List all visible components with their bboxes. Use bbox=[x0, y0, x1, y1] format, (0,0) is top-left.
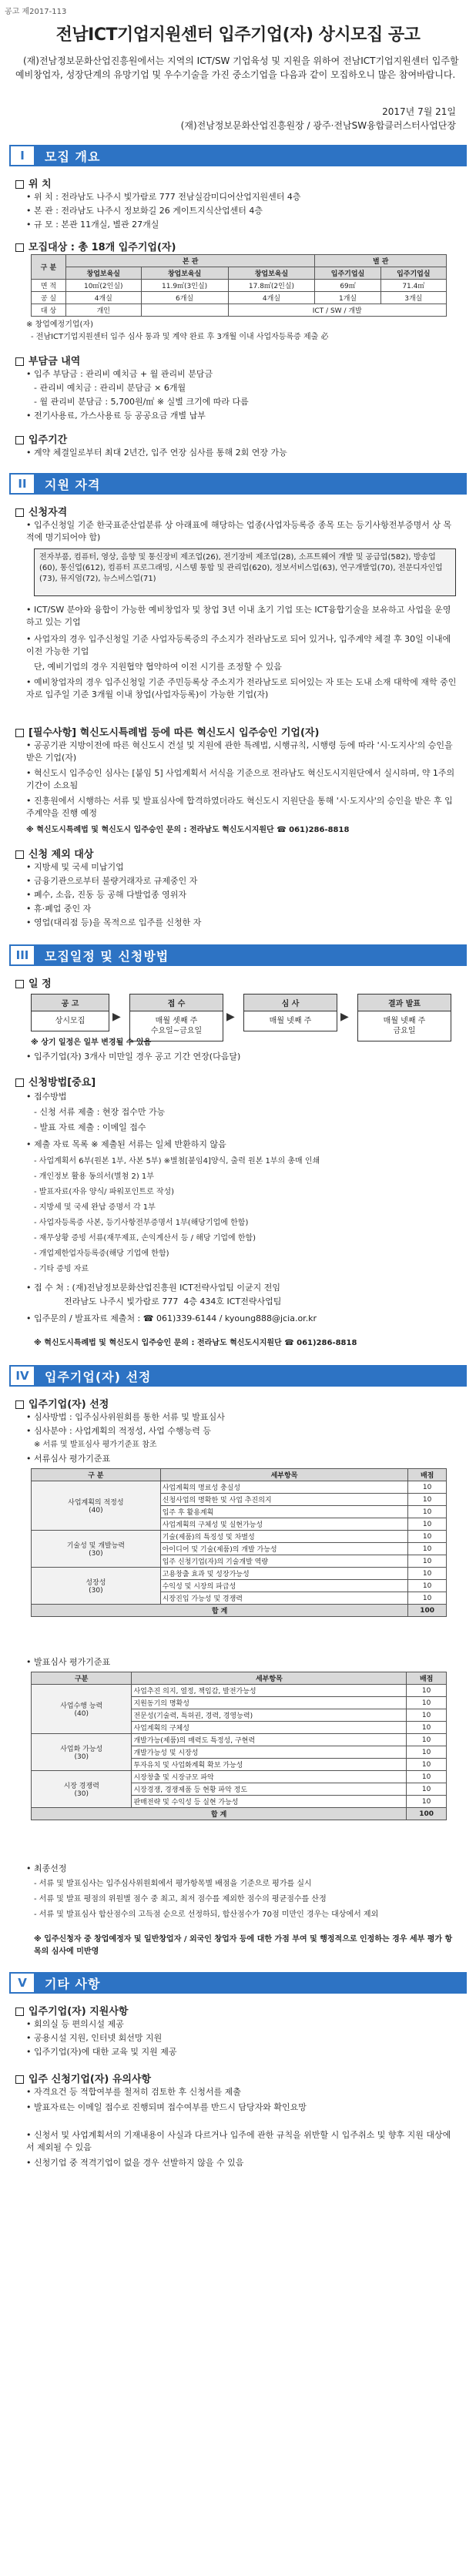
bullet-square-icon bbox=[15, 980, 24, 988]
period-heading: 입주기간 bbox=[15, 431, 67, 446]
bullet-square-icon bbox=[15, 243, 24, 252]
table-cell: 시장경쟁, 경쟁제품 등 현황 파악 정도 bbox=[132, 1783, 407, 1796]
notice-date: 2017년 7월 21일 bbox=[382, 106, 456, 117]
section-5-header bbox=[9, 1972, 467, 1994]
apply-line: - 기타 증빙 자료 bbox=[34, 1265, 89, 1273]
table-subheader: 입주기업실 bbox=[315, 267, 380, 280]
table-header: 구분 bbox=[32, 1672, 132, 1685]
table-cell: 10 bbox=[407, 1759, 447, 1771]
final-line: - 서류 및 발표심사는 입주심사위원회에서 평가항목별 배점을 기준으로 평가를 실시 bbox=[34, 1880, 312, 1888]
bullet-square-icon bbox=[15, 850, 24, 859]
arrow-right-icon: ▶ bbox=[226, 1011, 235, 1023]
table-row: 공 실 4개실 6개실 4개실 1개실 3개실 bbox=[32, 292, 447, 304]
table-cell: 지원동기의 명확성 bbox=[132, 1697, 407, 1709]
section-number: I bbox=[9, 145, 35, 166]
table-cell: 개발가능성 및 시장성 bbox=[132, 1746, 407, 1759]
apply-line: - 개인정보 활용 동의서(별첨 2) 1부 bbox=[34, 1172, 154, 1181]
requirement-line: • 공공기관 지방이전에 따른 혁신도시 건설 및 지원에 관한 특례법, 시행규칙, 시행령 등에 따라 '시·도지사'의 승인을 받은 기업(자) bbox=[26, 740, 453, 763]
table-cell: 기술(제품)의 특징성 및 차별성 bbox=[160, 1531, 408, 1543]
flow-step-notice: 공 고 상시모집 bbox=[31, 994, 109, 1031]
apply-line: - 신청 서류 제출 : 현장 접수만 가능 bbox=[34, 1107, 166, 1117]
table-cell: 투자유치 및 사업화계획 확보 가능성 bbox=[132, 1759, 407, 1771]
location-heading: 위 치 bbox=[15, 176, 52, 190]
final-note: ※ 입주신청자 중 창업예정자 및 일반창업자 / 외국인 창업자 등에 대한 가점 부여 및 행정적으로 인정하는 경우 세부 평가 항목의 심사에 미반영 bbox=[34, 1935, 453, 1956]
apply-line: - 사업자등록증 사본, 등기사항전부증명서 1부(해당기업에 한함) bbox=[34, 1219, 249, 1227]
bullet-square-icon bbox=[15, 508, 24, 517]
support-line: • 회의실 등 편의시설 제공 bbox=[26, 2019, 124, 2029]
table-group-cell: 기술성 및 개발능력 (30) bbox=[32, 1531, 161, 1568]
caution-line: • 신청기업 중 적격기업이 없을 경우 선발하지 않을 수 있음 bbox=[26, 2158, 244, 2168]
cost-line: - 월 관리비 분담금 : 5,700원/㎡ ※ 실별 크기에 따라 다름 bbox=[34, 397, 249, 407]
table-row: 대 상 개인 ICT / SW / 개발 bbox=[32, 304, 447, 317]
cost-line: • 전기사용료, 가스사용료 등 공공요금 개별 납부 bbox=[26, 411, 206, 421]
section-label: 기타 사항 bbox=[45, 1976, 101, 1991]
section-4-header bbox=[9, 1365, 467, 1387]
table-cell: 전문성(기술력, 특허권, 경력, 경영능력) bbox=[132, 1709, 407, 1722]
exclusion-line: • 지방세 및 국세 미납기업 bbox=[26, 862, 124, 872]
apply-line: 전라남도 나주시 빛가람로 777 4층 434호 ICT전략사업팀 bbox=[26, 1296, 282, 1306]
table-cell: 10 bbox=[408, 1555, 447, 1568]
exclusion-line: • 금융기관으로부터 불량거래자로 규제중인 자 bbox=[26, 876, 198, 886]
table-cell: 고용창출 효과 및 성장가능성 bbox=[160, 1568, 408, 1580]
qualification-line: • 입주신청일 기준 한국표준산업분류 상 아래표에 해당하는 업종(사업자등록증 종목 또는 등기사항전부증명서 상 목적에 명기되어야 함) bbox=[26, 520, 452, 542]
table-header: 배점 bbox=[407, 1672, 447, 1685]
table-header: 구 분 bbox=[32, 255, 66, 280]
table-subheader: 창업보육실 bbox=[141, 267, 228, 280]
section-number: II bbox=[9, 473, 35, 495]
table-cell: 10 bbox=[407, 1722, 447, 1734]
cost-heading: 부담금 내역 bbox=[15, 353, 80, 367]
apply-line: - 재무상황 증빙 서류(재무제표, 손익계산서 등 / 해당 기업에 한함) bbox=[34, 1234, 256, 1243]
table-header: 세부항목 bbox=[132, 1672, 407, 1685]
table-cell: 사업계획의 명료성 충실성 bbox=[160, 1481, 408, 1494]
table-cell: 10 bbox=[407, 1734, 447, 1746]
caution-line: • 발표자료는 이메일 접수로 진행되며 접수여부를 반드시 담당자와 확인요망 bbox=[26, 2102, 307, 2112]
table-cell: 10 bbox=[407, 1746, 447, 1759]
apply-line: - 개업제한업자등록증(해당 기업에 한함) bbox=[34, 1249, 169, 1258]
startup-note: ※ 창업예정기업(자) bbox=[26, 320, 93, 329]
table-cell: 개발가능(제품)의 매력도 특정성, 구현력 bbox=[132, 1734, 407, 1746]
flow-step-receive: 접 수 매월 셋째 주 수요일~금요일 bbox=[129, 994, 223, 1041]
table-cell: 10 bbox=[407, 1697, 447, 1709]
bullet-square-icon bbox=[15, 180, 24, 189]
apply-line: - 지방세 및 국세 완납 증명서 각 1부 bbox=[34, 1203, 156, 1212]
table-header: 본 관 bbox=[65, 255, 315, 267]
cost-line: - 관리비 예치금 : 관리비 분담금 × 6개월 bbox=[34, 383, 186, 393]
table-header: 별 관 bbox=[315, 255, 447, 267]
section-1-header bbox=[9, 145, 467, 166]
section-label: 모집일정 및 신청방법 bbox=[45, 948, 169, 964]
startup-note-detail: - 전남ICT기업지원센터 입주 심사 통과 및 계약 완료 후 3개월 이내 사업자등록증 제출 必 bbox=[31, 333, 329, 341]
table-cell: 수익성 및 시장의 파급성 bbox=[160, 1580, 408, 1592]
flow-step-review: 심 사 매월 넷째 주 bbox=[243, 994, 337, 1031]
table-cell: 아이디어 및 기술(제품)의 개발 가능성 bbox=[160, 1543, 408, 1555]
period-line: • 계약 체결일로부터 최대 2년간, 입주 연장 심사를 통해 2회 연장 가능 bbox=[26, 448, 287, 458]
table-cell: 10 bbox=[408, 1592, 447, 1605]
table-cell: 사업추진 의지, 열정, 책임감, 발전가능성 bbox=[132, 1685, 407, 1697]
bullet-square-icon bbox=[15, 2007, 24, 2016]
location-line: • 본 관 : 전라남도 나주시 정보화길 26 게이트지식산업센터 4층 bbox=[26, 206, 263, 216]
final-line: - 서류 및 발표 평점의 위원별 점수 중 최고, 최저 점수를 제외한 점수의 평균점수를 산정 bbox=[34, 1895, 327, 1903]
qualification-line: • ICT/SW 분야와 융합이 가능한 예비창업자 및 창업 3년 이내 초기 기업 또는 ICT융합기술을 보유하고 사업을 운영하고 있는 기업 bbox=[26, 605, 451, 627]
exclusion-heading: 신청 제외 대상 bbox=[15, 846, 93, 860]
section-label: 입주기업(자) 선정 bbox=[45, 1369, 152, 1384]
table-row: 면 적 10㎡(2인실) 11.9㎡(3인실) 17.8㎡(2인실) 69㎡ 71.4㎡ bbox=[32, 280, 447, 292]
table-group-cell: 시장 경쟁력 (30) bbox=[32, 1771, 132, 1808]
table-row bbox=[32, 1685, 447, 1697]
selection-line: • 심사방법 : 입주심사위원회를 통한 서류 및 발표심사 bbox=[26, 1412, 225, 1422]
arrow-right-icon: ▶ bbox=[340, 1011, 349, 1023]
table-subheader: 창업보육실 bbox=[65, 267, 141, 280]
table-cell: 10 bbox=[407, 1796, 447, 1808]
table-total-row: 합 계 100 bbox=[32, 1808, 447, 1820]
table-cell: 신청사업의 명확한 및 사업 추진의지 bbox=[160, 1494, 408, 1506]
requirement-line: • 진흥원에서 시행하는 서류 및 발표심사에 합격하였더라도 혁신도시 지원단을 통해 '시·도지사'의 승인을 받은 후 입주계약을 진행 예정 bbox=[26, 796, 453, 818]
location-line: • 규 모 : 본관 11개실, 별관 27개실 bbox=[26, 220, 159, 230]
table-cell: 사업계획의 구체성 bbox=[132, 1722, 407, 1734]
table-cell: 10 bbox=[407, 1709, 447, 1722]
page-title: 전남ICT기업지원센터 입주기업(자) 상시모집 공고 bbox=[55, 25, 421, 45]
selection-line: • 심사분야 : 사업계획의 적정성, 사업 수행능력 등 bbox=[26, 1426, 212, 1436]
table-cell: 10 bbox=[408, 1518, 447, 1531]
requirement-line: • 혁신도시 입주승인 심사는 [붙임 5] 사업계획서 서식을 기준으로 전라남도 혁신도시지원단에서 실시하며, 약 1주의 기간이 소요됨 bbox=[26, 768, 455, 790]
table-row bbox=[32, 1771, 447, 1783]
table-cell: 입주 후 활용계획 bbox=[160, 1506, 408, 1518]
exclusion-line: • 폐수, 소음, 진동 등 공해 다발업종 영위자 bbox=[26, 890, 186, 900]
table-subheader: 입주기업실 bbox=[380, 267, 446, 280]
industry-box: 전자부품, 컴퓨터, 영상, 음향 및 통신장비 제조업(26), 전기장비 제조업(28), 소프트웨어 개발 및 공급업(582), 방송업(60), 통신업(612), 컴퓨터 프로그래밍, 시스템 통합 및 관리업(620), 정보서비스업(63), 연구개발업(70), 전문디자인업(73), 뮤지엄(72), 뉴스비스업(71) bbox=[34, 548, 456, 596]
table-cell: 10 bbox=[408, 1531, 447, 1543]
table-row bbox=[32, 1568, 447, 1580]
bullet-square-icon bbox=[15, 436, 24, 444]
location-line: • 위 치 : 전라남도 나주시 빛가람로 777 전남실감미디어산업지원센터 4층 bbox=[26, 192, 301, 202]
section-number: V bbox=[9, 1972, 35, 1994]
final-heading: • 최종선정 bbox=[26, 1863, 67, 1873]
bullet-square-icon bbox=[15, 1078, 24, 1087]
bullet-square-icon bbox=[15, 357, 24, 366]
table-cell: 시장진입 가능성 및 경쟁력 bbox=[160, 1592, 408, 1605]
apply-line: - 발표자료(자유 양식/ 파워포인트로 작성) bbox=[34, 1188, 175, 1196]
bullet-square-icon bbox=[15, 2075, 24, 2084]
support-heading: 입주기업(자) 지원사항 bbox=[15, 2003, 128, 2018]
table-row bbox=[32, 1734, 447, 1746]
table-cell: 10 bbox=[407, 1771, 447, 1783]
table-cell: 10 bbox=[408, 1494, 447, 1506]
support-line: • 입주기업(자)에 대한 교육 및 지원 제공 bbox=[26, 2047, 177, 2057]
document-score-table bbox=[31, 1468, 447, 1617]
table-cell: 10 bbox=[408, 1506, 447, 1518]
selection-heading: 입주기업(자) 선정 bbox=[15, 1396, 109, 1410]
arrow-right-icon: ▶ bbox=[112, 1011, 121, 1023]
section-number: IV bbox=[9, 1365, 35, 1387]
table-cell: 입주 신청기업(자)의 기술개발 역량 bbox=[160, 1555, 408, 1568]
requirement-note: ※ 혁신도시특례법 및 혁신도시 입주승인 문의 : 전라남도 혁신도시지원단 ☎ 061)286-8818 bbox=[26, 826, 350, 834]
support-line: • 공용시설 지원, 인터넷 회선망 지원 bbox=[26, 2033, 163, 2043]
table-cell: 10 bbox=[408, 1543, 447, 1555]
apply-line: • 제출 자료 목록 ※ 제출된 서류는 일체 반환하지 않음 bbox=[26, 1139, 226, 1149]
qualification-line: • 예비창업자의 경우 입주신청일 기준 주민등록상 주소지가 전라남도로 되어있는 자 또는 도내 소재 대학에 재학 중인 자로 입주일 기준 3개월 이내 창업(사업자등록)이 가능한 기업(자) bbox=[26, 677, 457, 699]
table-row bbox=[32, 1481, 447, 1494]
apply-line: - 사업계획서 6부(원본 1부, 사본 5부) ※별첨[붙임4]양식, 출력 원본 1부의 총매 인쇄 bbox=[34, 1157, 320, 1166]
apply-heading: 신청방법[중요] bbox=[15, 1074, 96, 1088]
qualification-line: • 사업자의 경우 입주신청일 기준 사업자등록증의 주소지가 전라남도로 되어 있거나, 입주계약 체결 후 30일 이내에 이전 가능한 기업 bbox=[26, 634, 451, 656]
qualification-heading: 신청자격 bbox=[15, 504, 67, 518]
section-label: 모집 개요 bbox=[45, 149, 101, 164]
table-subheader: 창업보육실 bbox=[228, 267, 315, 280]
table-cell: 10 bbox=[407, 1685, 447, 1697]
presentation-heading: • 발표심사 평가기준표 bbox=[26, 1657, 111, 1667]
table-group-cell: 사업수행 능력 (40) bbox=[32, 1685, 132, 1734]
table-cell: 시장창출 및 시장규모 파악 bbox=[132, 1771, 407, 1783]
section-3-header bbox=[9, 944, 467, 966]
table-cell: 10 bbox=[408, 1580, 447, 1592]
intro-paragraph: (재)전남정보문화산업진흥원에서는 지역의 ICT/SW 기업육성 및 지원을 위하여 전남ICT기업지원센터 입주할 예비창업자, 성장단계의 유망기업 및 우수기술을 가진 중소기업을 다음과 같이 모집하오니 많은 참여바랍니다. bbox=[15, 55, 459, 80]
section-number: III bbox=[9, 944, 35, 966]
recruit-table bbox=[31, 254, 447, 317]
table-group-cell: 사업화 가능성 (30) bbox=[32, 1734, 132, 1771]
apply-line: • 접 수 처 : (재)전남정보문화산업진흥원 ICT전략사업팀 이균지 전임 bbox=[26, 1283, 281, 1293]
apply-line: • 접수방법 bbox=[26, 1092, 67, 1102]
presentation-score-table bbox=[31, 1672, 447, 1820]
selection-line: ※ 서류 및 발표심사 평가기준표 참조 bbox=[34, 1441, 157, 1449]
schedule-note: • 입주기업(자) 3개사 미만일 경우 공고 기간 연장(다음달) bbox=[26, 1052, 241, 1062]
schedule-heading: 일 정 bbox=[15, 975, 52, 990]
cost-line: • 입주 부담금 : 관리비 예치금 + 월 관리비 분담금 bbox=[26, 369, 213, 379]
caution-line: • 자격요건 등 적합여부를 철저히 검토한 후 신청서를 제출 bbox=[26, 2087, 241, 2097]
table-cell: 10 bbox=[408, 1481, 447, 1494]
table-total-row: 합 계 100 bbox=[32, 1605, 447, 1617]
apply-line: - 발표 자료 제출 : 이메일 접수 bbox=[34, 1122, 146, 1132]
table-group-cell: 사업계획의 적정성 (40) bbox=[32, 1481, 161, 1531]
final-line: - 서류 및 발표심사 합산점수의 고득점 순으로 선정하되, 합산점수가 70점 미만인 경우는 대상에서 제외 bbox=[34, 1910, 379, 1919]
table-header: 구 분 bbox=[32, 1469, 161, 1481]
flow-step-result: 결과 발표 매월 넷째 주 금요일 bbox=[357, 994, 451, 1041]
requirement-heading: [필수사항] 혁신도시특례법 등에 따른 혁신도시 입주승인 기업(자) bbox=[15, 724, 319, 739]
apply-note: ※ 혁신도시특례법 및 혁신도시 입주승인 문의 : 전라남도 혁신도시지원단 ☎ 061)286-8818 bbox=[34, 1339, 357, 1347]
section-2-header bbox=[9, 473, 467, 495]
table-header: 세부항목 bbox=[160, 1469, 408, 1481]
table-row bbox=[32, 1531, 447, 1543]
table-header: 배점 bbox=[408, 1469, 447, 1481]
table-cell: 판매전략 및 수익성 등 실현 가능성 bbox=[132, 1796, 407, 1808]
section-label: 지원 자격 bbox=[45, 477, 101, 492]
table-cell: 사업계획의 구체성 및 실현가능성 bbox=[160, 1518, 408, 1531]
issuer-signature: (재)전남정보문화산업진흥원장 / 광주·전남SW융합클러스터사업단장 bbox=[180, 120, 456, 131]
notice-number: 공고 제2017-113 bbox=[5, 8, 67, 16]
selection-line: • 서류심사 평가기준표 bbox=[26, 1454, 111, 1464]
recruit-heading: 모집대상 : 총 18개 입주기업(자) bbox=[15, 239, 176, 253]
caution-line: • 신청서 및 사업계획서의 기재내용이 사실과 다르거나 입주에 관한 규칙을 위반할 시 입주취소 및 향후 지원 대상에서 제외될 수 있음 bbox=[26, 2130, 451, 2152]
exclusion-line: • 휴·폐업 중인 자 bbox=[26, 904, 92, 914]
exclusion-line: • 영업(대리점 등)을 목적으로 입주를 신청한 자 bbox=[26, 917, 202, 927]
table-cell: 10 bbox=[408, 1568, 447, 1580]
bullet-square-icon bbox=[15, 729, 24, 737]
qualification-line: 단, 예비기업의 경우 지원협약 협약하여 이전 시기를 조정할 수 있음 bbox=[34, 662, 282, 672]
table-group-cell: 성장성 (30) bbox=[32, 1568, 161, 1605]
table-cell: 10 bbox=[407, 1783, 447, 1796]
apply-contact[interactable]: • 입주문의 / 발표자료 제출처 : ☎ 061)339-6144 / kyoung888@jcia.or.kr bbox=[26, 1313, 317, 1323]
bullet-square-icon bbox=[15, 1400, 24, 1409]
schedule-flow-note: ※ 상기 일정은 일부 변경될 수 있음 bbox=[31, 1038, 152, 1047]
caution-heading: 입주 신청기업(자) 유의사항 bbox=[15, 2071, 151, 2085]
